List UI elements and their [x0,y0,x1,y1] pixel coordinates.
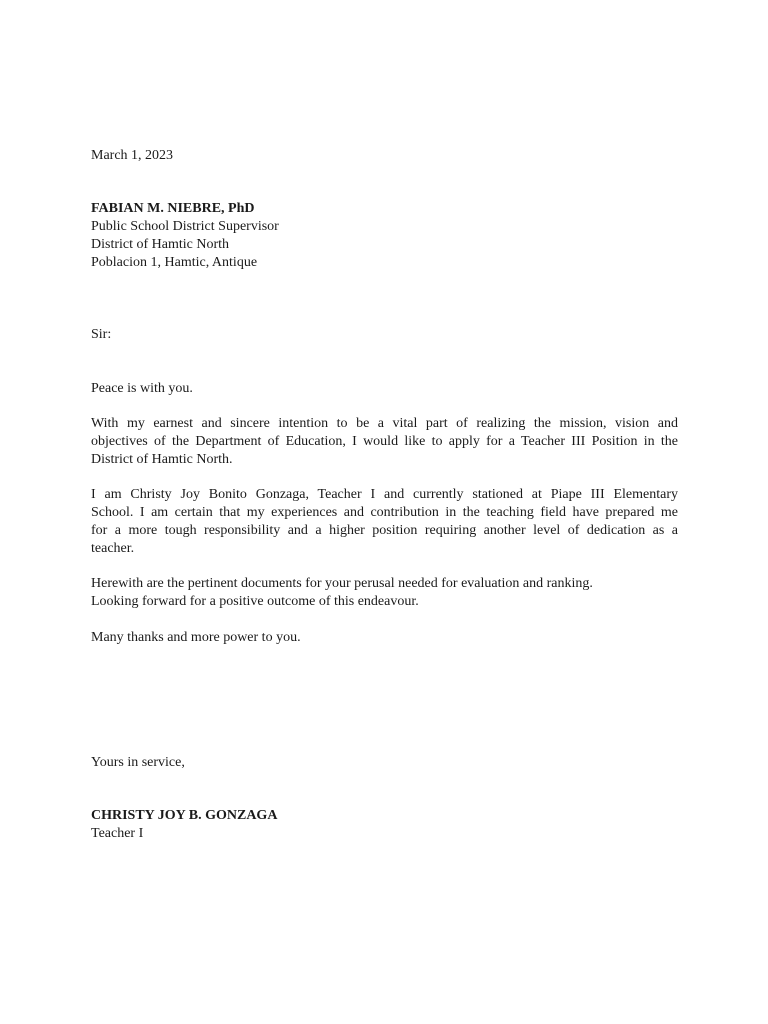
recipient-name: FABIAN M. NIEBRE, PhD [91,201,255,216]
signatory-position: Teacher I [91,826,144,841]
thanks-line: Many thanks and more power to you. [91,630,301,645]
signatory-name: CHRISTY JOY B. GONZAGA [91,808,278,823]
paragraph-line: for a more tough responsibility and a higher position requiring another level of dedication as a [91,523,678,538]
paragraph-application [91,415,678,469]
recipient-title: Public School District Supervisor [91,219,279,234]
greeting: Peace is with you. [91,381,193,396]
paragraph-documents-line-2: Looking forward for a positive outcome of this endeavour. [91,594,419,609]
paragraph-line: District of Hamtic North. [91,452,233,467]
paragraph-line: objectives of the Department of Education, I would like to apply for a Teacher III Position in the [91,434,678,449]
salutation: Sir: [91,327,112,342]
recipient-address: Poblacion 1, Hamtic, Antique [91,255,258,270]
closing: Yours in service, [91,755,185,770]
letter-date: March 1, 2023 [91,148,174,163]
paragraph-introduction [91,486,678,558]
recipient-office: District of Hamtic North [91,237,230,252]
paragraph-line: With my earnest and sincere intention to be a vital part of realizing the mission, vision and [91,416,678,431]
paragraph-documents-line-1: Herewith are the pertinent documents for your perusal needed for evaluation and ranking. [91,576,593,591]
paragraph-line: I am Christy Joy Bonito Gonzaga, Teacher I and currently stationed at Piape III Elementary [91,487,678,502]
paragraph-line: School. I am certain that my experiences and contribution in the teaching field have prepared me [91,505,678,520]
paragraph-line: teacher. [91,541,135,556]
